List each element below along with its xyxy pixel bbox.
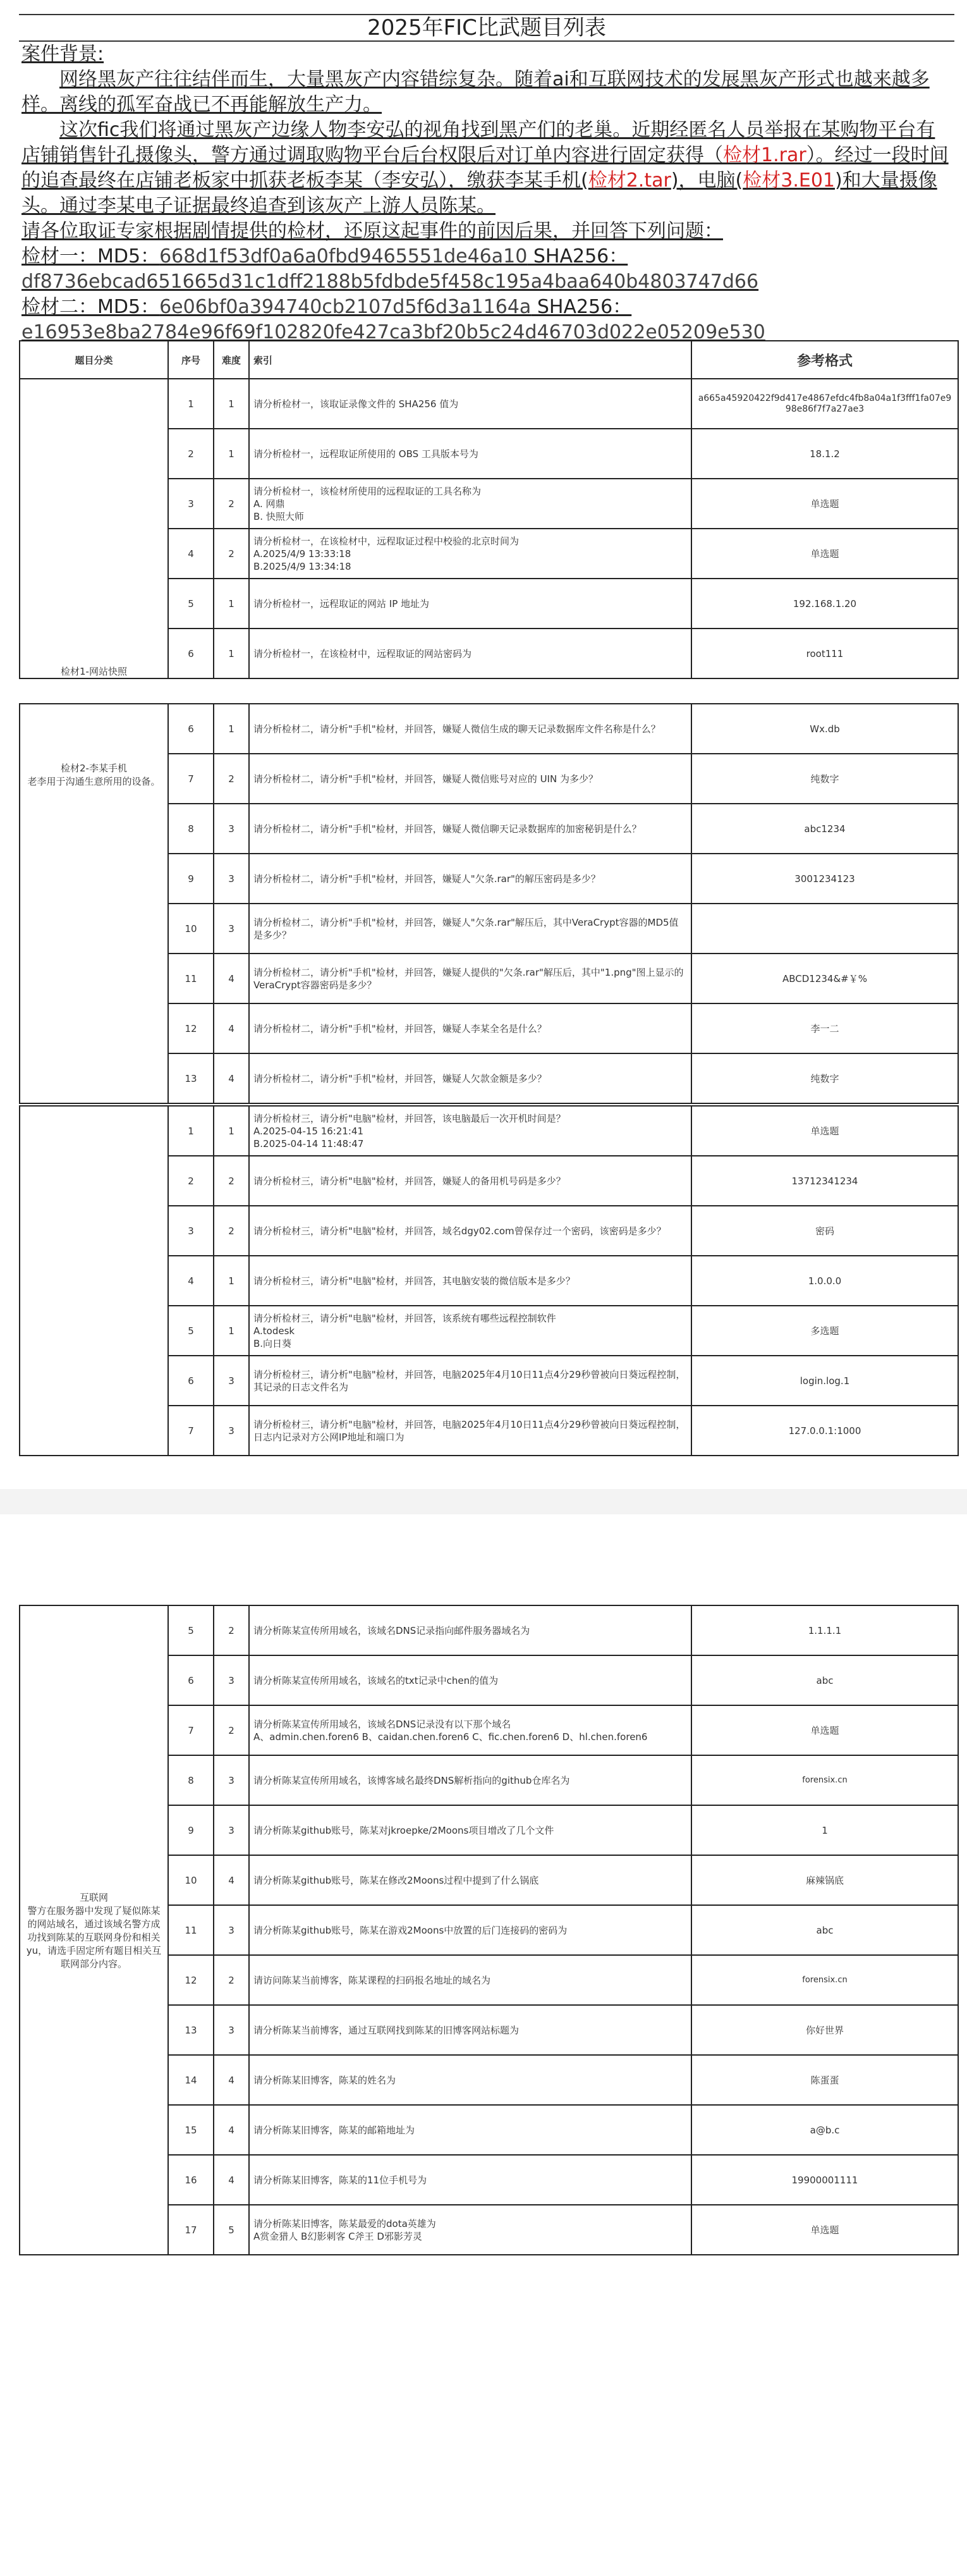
row-question: 请分析检材二，请分析"手机"检材，并回答，嫌疑人"欠条.rar"解压后，其中VeraCrypt容器的MD5值是多少？ <box>249 904 691 954</box>
row-question: 请分析检材一，远程取证所使用的 OBS 工具版本号为 <box>249 429 691 479</box>
row-difficulty: 1 <box>214 1106 249 1156</box>
row-question: 请分析陈某github账号，陈某在游戏2Moons中放置的后门连接码的密码为 <box>249 1905 691 1955</box>
row-number: 7 <box>168 1406 214 1456</box>
row-question: 请分析检材二，请分析"手机"检材，并回答，嫌疑人微信生成的聊天记录数据库文件名称是什么？ <box>249 704 691 754</box>
evidence-1-hash: 检材一：MD5：668d1f53df0a6a0fbd9465551de46a10 SHA256： df8736ebcad651665d31c1dff2188b5fdbde5f458c195a4baa640b4803747d66 <box>21 245 759 293</box>
row-difficulty: 3 <box>214 1755 249 1805</box>
question-table-3 <box>19 1105 959 1456</box>
row-difficulty: 3 <box>214 1356 249 1406</box>
row-difficulty: 3 <box>214 904 249 954</box>
background-paragraph-2: 这次fic我们将通过黑灰产边缘人物李安弘的视角找到黑产们的老巢。近期经匿名人员举报在某购物平台有店铺销售针孔摄像头，警方通过调取购物平台后台权限后对订单内容进行固定获得（检材1.rar）。经过一段时间的追查最终在店铺老板家中抓获老板李某（李安弘），缴获李某手机(检材2.tar)，电脑(检材3.E01)和大量摄像头。通过李某电子证据最终追查到该灰产上游人员陈某。 <box>21 119 949 217</box>
row-answer: 单选题 <box>691 1705 958 1755</box>
row-answer: root111 <box>691 629 958 678</box>
row-number: 8 <box>168 804 214 854</box>
row-number: 5 <box>168 579 214 629</box>
row-question: 请分析检材三，请分析"电脑"检材，并回答，域名dgy02.com曾保存过一个密码，该密码是多少？ <box>249 1206 691 1256</box>
row-difficulty: 4 <box>214 1003 249 1053</box>
row-number: 16 <box>168 2155 214 2205</box>
row-difficulty: 1 <box>214 579 249 629</box>
row-number: 15 <box>168 2105 214 2155</box>
row-number: 17 <box>168 2205 214 2255</box>
row-answer: 192.168.1.20 <box>691 579 958 629</box>
row-number: 3 <box>168 479 214 529</box>
evidence-2-hash: 检材二：MD5：6e06bf0a394740cb2107d5f6d3a1164a SHA256： e16953e8ba2784e96f69f102820fe427ca3bf20b5c24d46703d022e05209e530 <box>21 296 765 343</box>
row-question: 请分析检材三，请分析"电脑"检材，并回答，该系统有哪些远程控制软件 A.todesk B.向日葵 <box>249 1306 691 1356</box>
row-difficulty: 4 <box>214 2055 249 2105</box>
row-answer: ABCD1234&#￥% <box>691 954 958 1003</box>
row-answer: 你好世界 <box>691 2005 958 2055</box>
row-difficulty: 3 <box>214 2005 249 2055</box>
row-answer: login.log.1 <box>691 1356 958 1406</box>
row-question: 请分析陈某宣传所用域名，该博客域名最终DNS解析指向的github仓库名为 <box>249 1755 691 1805</box>
row-answer: 李一二 <box>691 1003 958 1053</box>
row-question: 请分析检材一，在该检材中，远程取证的网站密码为 <box>249 629 691 678</box>
row-number: 7 <box>168 754 214 804</box>
row-number: 7 <box>168 1705 214 1755</box>
row-difficulty: 1 <box>214 379 249 429</box>
category-cell <box>20 1106 168 1456</box>
row-difficulty: 2 <box>214 1605 249 1655</box>
table-row <box>20 704 958 754</box>
row-answer: 纯数字 <box>691 1053 958 1103</box>
row-difficulty: 2 <box>214 1955 249 2005</box>
row-question: 请分析检材三，请分析"电脑"检材，并回答，电脑2025年4月10日11点4分29秒曾被向日葵远程控制，日志内记录对方公网IP地址和端口为 <box>249 1406 691 1456</box>
row-answer: 单选题 <box>691 479 958 529</box>
row-question: 请分析检材二，请分析"手机"检材，并回答，嫌疑人欠款金额是多少？ <box>249 1053 691 1103</box>
row-difficulty: 4 <box>214 2105 249 2155</box>
row-answer: Wx.db <box>691 704 958 754</box>
row-question: 请分析陈某当前博客，通过互联网找到陈某的旧博客网站标题为 <box>249 2005 691 2055</box>
row-difficulty: 5 <box>214 2205 249 2255</box>
row-answer: 19900001111 <box>691 2155 958 2205</box>
background-paragraph-3: 请各位取证专家根据剧情提供的检材，还原这起事件的前因后果，并回答下列问题： <box>21 220 723 242</box>
row-number: 9 <box>168 854 214 904</box>
row-question: 请分析陈某旧博客，陈某的姓名为 <box>249 2055 691 2105</box>
evidence-1-link[interactable]: 检材1.rar <box>723 144 806 166</box>
row-answer: 单选题 <box>691 1106 958 1156</box>
row-number: 10 <box>168 904 214 954</box>
row-number: 2 <box>168 1156 214 1206</box>
row-difficulty: 4 <box>214 2155 249 2205</box>
evidence-2-link[interactable]: 检材2.tar <box>588 169 671 192</box>
row-answer: 单选题 <box>691 2205 958 2255</box>
header-difficulty: 难度 <box>214 341 249 379</box>
row-number: 14 <box>168 2055 214 2105</box>
question-table-2 <box>19 703 959 1104</box>
background-paragraph-1: 网络黑灰产往往结伴而生，大量黑灰产内容错综复杂。随着ai和互联网技术的发展黑灰产形式也越来越多样。离线的孤军奋战已不再能解放生产力。 <box>21 68 930 116</box>
row-number: 13 <box>168 2005 214 2055</box>
row-difficulty: 3 <box>214 804 249 854</box>
row-question: 请分析陈某github账号，陈某在修改2Moons过程中提到了什么锅底 <box>249 1855 691 1905</box>
row-question: 请分析检材二，请分析"手机"检材，并回答，嫌疑人微信聊天记录数据库的加密秘钥是什么？ <box>249 804 691 854</box>
row-answer: 麻辣锅底 <box>691 1855 958 1905</box>
header-index: 索引 <box>249 341 691 379</box>
row-answer: 陈蛋蛋 <box>691 2055 958 2105</box>
row-question: 请分析检材一，远程取证的网站 IP 地址为 <box>249 579 691 629</box>
row-difficulty: 1 <box>214 1256 249 1306</box>
row-question: 请分析检材二，请分析"手机"检材，并回答，嫌疑人"欠条.rar"的解压密码是多少？ <box>249 854 691 904</box>
row-question: 请分析陈某github账号，陈某对jkroepke/2Moons项目增改了几个文件 <box>249 1805 691 1855</box>
page-title: 2025年FIC比武题目列表 <box>19 14 954 42</box>
case-background <box>21 42 951 345</box>
row-question: 请分析检材三，请分析"电脑"检材，并回答，该电脑最后一次开机时间是？ A.2025-04-15 16:21:41 B.2025-04-14 11:48:47 <box>249 1106 691 1156</box>
header-number: 序号 <box>168 341 214 379</box>
row-answer: abc1234 <box>691 804 958 854</box>
row-answer <box>691 904 958 954</box>
row-question: 请分析检材一，该检材所使用的远程取证的工具名称为 A. 网鼎 B. 快照大师 <box>249 479 691 529</box>
row-number: 6 <box>168 1655 214 1705</box>
row-number: 4 <box>168 1256 214 1306</box>
row-answer: a665a45920422f9d417e4867efdc4fb8a04a1f3fff1fa07e998e86f7f7a27ae3 <box>691 379 958 429</box>
row-answer: 127.0.0.1:1000 <box>691 1406 958 1456</box>
category-cell: 检材2-李某手机 老李用于沟通生意所用的设备。 <box>20 704 168 1103</box>
row-number: 6 <box>168 1356 214 1406</box>
row-question: 请分析陈某旧博客，陈某的11位手机号为 <box>249 2155 691 2205</box>
row-difficulty: 1 <box>214 429 249 479</box>
row-question: 请分析陈某旧博客，陈某的邮箱地址为 <box>249 2105 691 2155</box>
row-question: 请分析检材二，请分析"手机"检材，并回答，嫌疑人提供的"欠条.rar"解压后，其中"1.png"图上显示的VeraCrypt容器密码是多少？ <box>249 954 691 1003</box>
row-difficulty: 1 <box>214 704 249 754</box>
header-reference: 参考格式 <box>691 341 958 379</box>
category-cell: 检材1-网站快照 <box>20 379 168 678</box>
row-answer: 13712341234 <box>691 1156 958 1206</box>
row-answer: abc <box>691 1655 958 1705</box>
row-question: 请分析检材一，该取证录像文件的 SHA256 值为 <box>249 379 691 429</box>
table-row <box>20 379 958 429</box>
row-difficulty: 2 <box>214 529 249 579</box>
row-question: 请分析陈某宣传所用域名，该域名DNS记录没有以下那个域名 A、admin.chen.foren6 B、caidan.chen.foren6 C、fic.chen.foren6 D、hl.chen.foren6 <box>249 1705 691 1755</box>
row-number: 5 <box>168 1306 214 1356</box>
row-difficulty: 2 <box>214 479 249 529</box>
row-difficulty: 1 <box>214 629 249 678</box>
row-question: 请分析检材三，请分析"电脑"检材，并回答，其电脑安装的微信版本是多少？ <box>249 1256 691 1306</box>
row-difficulty: 3 <box>214 1905 249 1955</box>
row-number: 10 <box>168 1855 214 1905</box>
row-answer: 纯数字 <box>691 754 958 804</box>
row-number: 13 <box>168 1053 214 1103</box>
row-difficulty: 4 <box>214 954 249 1003</box>
row-difficulty: 3 <box>214 1406 249 1456</box>
table-row <box>20 1605 958 1655</box>
row-answer: 18.1.2 <box>691 429 958 479</box>
table-header-row <box>20 341 958 379</box>
row-answer: forensix.cn <box>691 1955 958 2005</box>
row-difficulty: 3 <box>214 1655 249 1705</box>
row-number: 1 <box>168 1106 214 1156</box>
row-number: 11 <box>168 954 214 1003</box>
row-difficulty: 3 <box>214 854 249 904</box>
question-table-1 <box>19 340 959 679</box>
row-number: 2 <box>168 429 214 479</box>
row-difficulty: 4 <box>214 1855 249 1905</box>
row-question: 请访问陈某当前博客，陈某课程的扫码报名地址的域名为 <box>249 1955 691 2005</box>
table-row <box>20 1106 958 1156</box>
row-answer: 多选题 <box>691 1306 958 1356</box>
row-number: 6 <box>168 704 214 754</box>
row-number: 9 <box>168 1805 214 1855</box>
row-answer: 1 <box>691 1805 958 1855</box>
row-number: 11 <box>168 1905 214 1955</box>
question-table-4 <box>19 1605 959 2255</box>
row-answer: a@b.c <box>691 2105 958 2155</box>
row-number: 8 <box>168 1755 214 1805</box>
row-difficulty: 4 <box>214 1053 249 1103</box>
row-question: 请分析陈某宣传所用域名，该域名DNS记录指向邮件服务器域名为 <box>249 1605 691 1655</box>
row-question: 请分析检材三，请分析"电脑"检材，并回答，电脑2025年4月10日11点4分29秒曾被向日葵远程控制，其记录的日志文件名为 <box>249 1356 691 1406</box>
row-answer: 3001234123 <box>691 854 958 904</box>
category-cell: 互联网 警方在服务器中发现了疑似陈某的网站域名，通过该域名警方成功找到陈某的互联网身份和相关yu，请选手固定所有题目相关互联网部分内容。 <box>20 1605 168 2255</box>
row-question: 请分析检材一，在该检材中，远程取证过程中校验的北京时间为 A.2025/4/9 13:33:18 B.2025/4/9 13:34:18 <box>249 529 691 579</box>
row-answer: 单选题 <box>691 529 958 579</box>
row-difficulty: 3 <box>214 1805 249 1855</box>
row-difficulty: 2 <box>214 1206 249 1256</box>
row-number: 3 <box>168 1206 214 1256</box>
row-answer: 1.1.1.1 <box>691 1605 958 1655</box>
row-difficulty: 1 <box>214 1306 249 1356</box>
row-answer: forensix.cn <box>691 1755 958 1805</box>
row-difficulty: 2 <box>214 1705 249 1755</box>
row-answer: abc <box>691 1905 958 1955</box>
row-difficulty: 2 <box>214 1156 249 1206</box>
row-number: 1 <box>168 379 214 429</box>
header-category: 题目分类 <box>20 341 168 379</box>
row-question: 请分析检材二，请分析"手机"检材，并回答，嫌疑人李某全名是什么？ <box>249 1003 691 1053</box>
row-number: 12 <box>168 1003 214 1053</box>
row-answer: 1.0.0.0 <box>691 1256 958 1306</box>
row-answer: 密码 <box>691 1206 958 1256</box>
row-question: 请分析检材三，请分析"电脑"检材，并回答，嫌疑人的备用机号码是多少？ <box>249 1156 691 1206</box>
row-difficulty: 2 <box>214 754 249 804</box>
row-question: 请分析陈某宣传所用域名，该域名的txt记录中chen的值为 <box>249 1655 691 1705</box>
row-number: 12 <box>168 1955 214 2005</box>
row-number: 6 <box>168 629 214 678</box>
row-number: 5 <box>168 1605 214 1655</box>
row-question: 请分析检材二，请分析"手机"检材，并回答，嫌疑人微信账号对应的 UIN 为多少？ <box>249 754 691 804</box>
evidence-3-link[interactable]: 检材3.E01 <box>743 169 836 192</box>
row-number: 4 <box>168 529 214 579</box>
background-heading: 案件背景: <box>21 43 104 65</box>
row-question: 请分析陈某旧博客，陈某最爱的dota英雄为 A赏金猎人 B幻影刺客 C斧王 D邪影芳灵 <box>249 2205 691 2255</box>
page-break <box>0 1489 967 1514</box>
